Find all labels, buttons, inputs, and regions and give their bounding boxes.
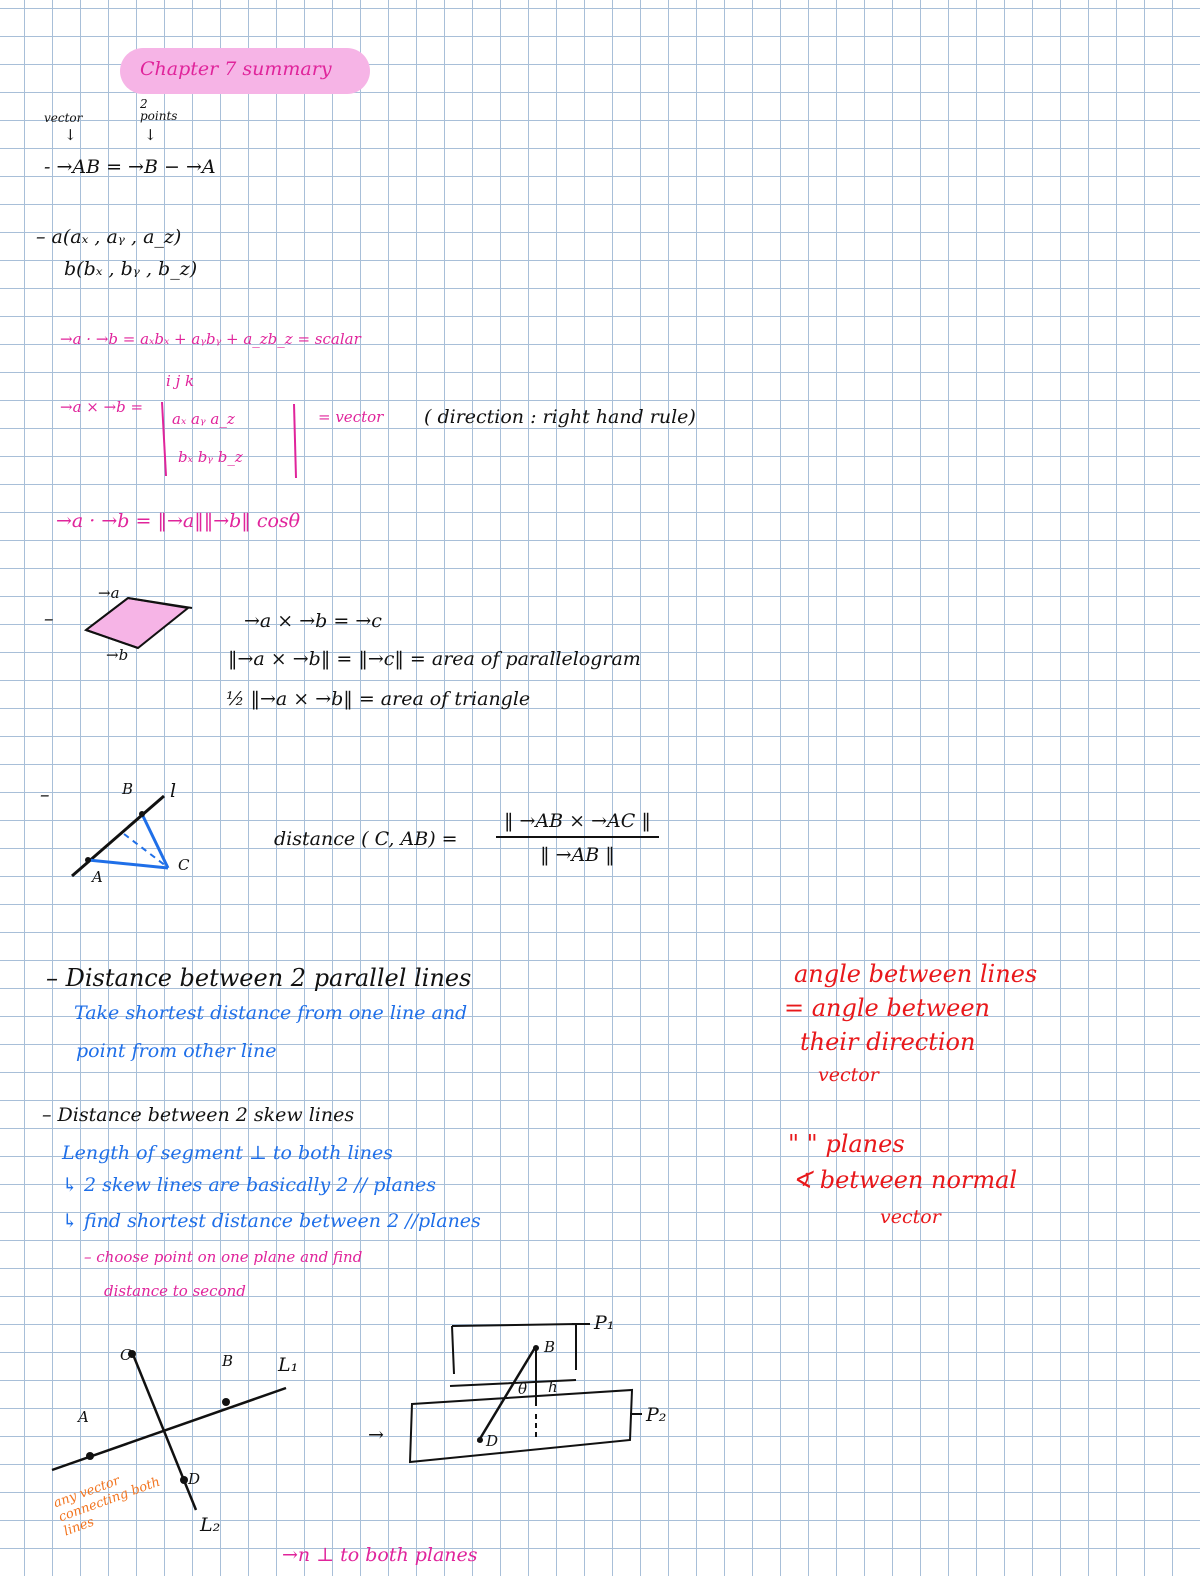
- down-arrow-icon: ↓: [144, 126, 157, 144]
- skew-label-d: D: [188, 1470, 201, 1488]
- angle-planes-note-2: ∢ between normal: [792, 1166, 1018, 1194]
- vector-b-label: →b: [106, 646, 129, 664]
- vector-label: vector: [44, 111, 83, 125]
- arrow-right-icon: →: [368, 1424, 384, 1446]
- plane-label-d: D: [486, 1432, 499, 1450]
- determinant-row-1: i j k: [166, 372, 195, 390]
- vector-from-points: - →AB = →B − →A: [44, 156, 216, 178]
- determinant-row-2: aₓ aᵧ a_z: [172, 410, 235, 428]
- area-triangle: ½ ‖→a × →b‖ = area of triangle: [226, 688, 531, 710]
- cross-equation: →a × →b = →c: [244, 610, 382, 632]
- determinant-bars: [150, 396, 320, 486]
- angle-planes-note-1: " " planes: [788, 1130, 905, 1158]
- bullet-dash: –: [44, 608, 54, 630]
- plane-label-p2: P₂: [646, 1404, 667, 1426]
- points-label: 2 points: [140, 97, 178, 123]
- skew-label-b: B: [222, 1352, 234, 1370]
- area-parallelogram: ‖→a × →b‖ = ‖→c‖ = area of parallelogram: [228, 648, 641, 670]
- parallel-planes-figure: [400, 1310, 690, 1480]
- skew-label-a: A: [78, 1408, 89, 1426]
- skew-label-l1: L₁: [278, 1354, 299, 1376]
- skew-note-3: ↳ find shortest distance between 2 //planes: [62, 1210, 481, 1232]
- angle-lines-note-1: angle between lines: [794, 960, 1038, 988]
- cross-direction-note: ( direction : right hand rule): [424, 406, 696, 428]
- triangle-label-a: A: [92, 868, 103, 886]
- triangle-label-c: C: [178, 856, 190, 874]
- plane-label-h: h: [548, 1378, 558, 1396]
- angle-planes-note-3: vector: [880, 1206, 941, 1228]
- skew-note-4: – choose point on one plane and find: [84, 1248, 363, 1266]
- distance-denominator: ‖ →AB ‖: [540, 844, 615, 866]
- skew-label-c: C: [120, 1346, 132, 1364]
- bullet-dash: –: [40, 784, 50, 806]
- skew-label-l2: L₂: [200, 1514, 221, 1536]
- angle-lines-note-4: vector: [818, 1064, 879, 1086]
- parallel-note-1: Take shortest distance from one line and: [74, 1002, 468, 1024]
- determinant-row-3: bₓ bᵧ b_z: [178, 448, 243, 466]
- distance-fraction: [496, 810, 659, 866]
- bottom-normal-note: →n ⊥ to both planes: [282, 1544, 478, 1566]
- parallel-note-2: point from other line: [76, 1040, 277, 1062]
- down-arrow-icon: ↓: [64, 126, 77, 144]
- cross-product-label: →a × →b =: [60, 398, 144, 416]
- skew-note-5: distance to second: [104, 1282, 246, 1300]
- b-components: b(bₓ , bᵧ , b_z): [64, 258, 198, 280]
- a-components: – a(aₓ , aᵧ , a_z): [36, 226, 182, 248]
- dot-product-formula: →a · →b = aₓbₓ + aᵧbᵧ + a_zb_z = scalar: [60, 330, 361, 348]
- orange-side-note: any vector connecting both lines: [51, 1473, 163, 1540]
- cross-product-result: = vector: [318, 408, 384, 426]
- triangle-label-l: l: [170, 780, 177, 802]
- plane-label-p1: P₁: [594, 1312, 615, 1334]
- parallel-lines-heading: – Distance between 2 parallel lines: [46, 964, 472, 992]
- triangle-label-b: B: [122, 780, 134, 798]
- plane-label-b: B: [544, 1338, 556, 1356]
- skew-lines-heading: – Distance between 2 skew lines: [42, 1104, 355, 1126]
- distance-numerator: ‖ →AB × →AC ‖: [496, 810, 659, 838]
- plane-label-theta: θ: [518, 1380, 528, 1398]
- angle-lines-note-3: their direction: [800, 1028, 976, 1056]
- vector-a-label: →a: [98, 584, 120, 602]
- dot-product-cos: →a · →b = ‖→a‖‖→b‖ cosθ: [56, 510, 301, 532]
- angle-lines-note-2: = angle between: [784, 994, 990, 1022]
- distance-lhs: distance ( C, AB) =: [274, 828, 458, 850]
- skew-note-1: Length of segment ⊥ to both lines: [62, 1142, 393, 1164]
- skew-note-2: ↳ 2 skew lines are basically 2 // planes: [62, 1174, 436, 1196]
- page-title: Chapter 7 summary: [140, 58, 332, 80]
